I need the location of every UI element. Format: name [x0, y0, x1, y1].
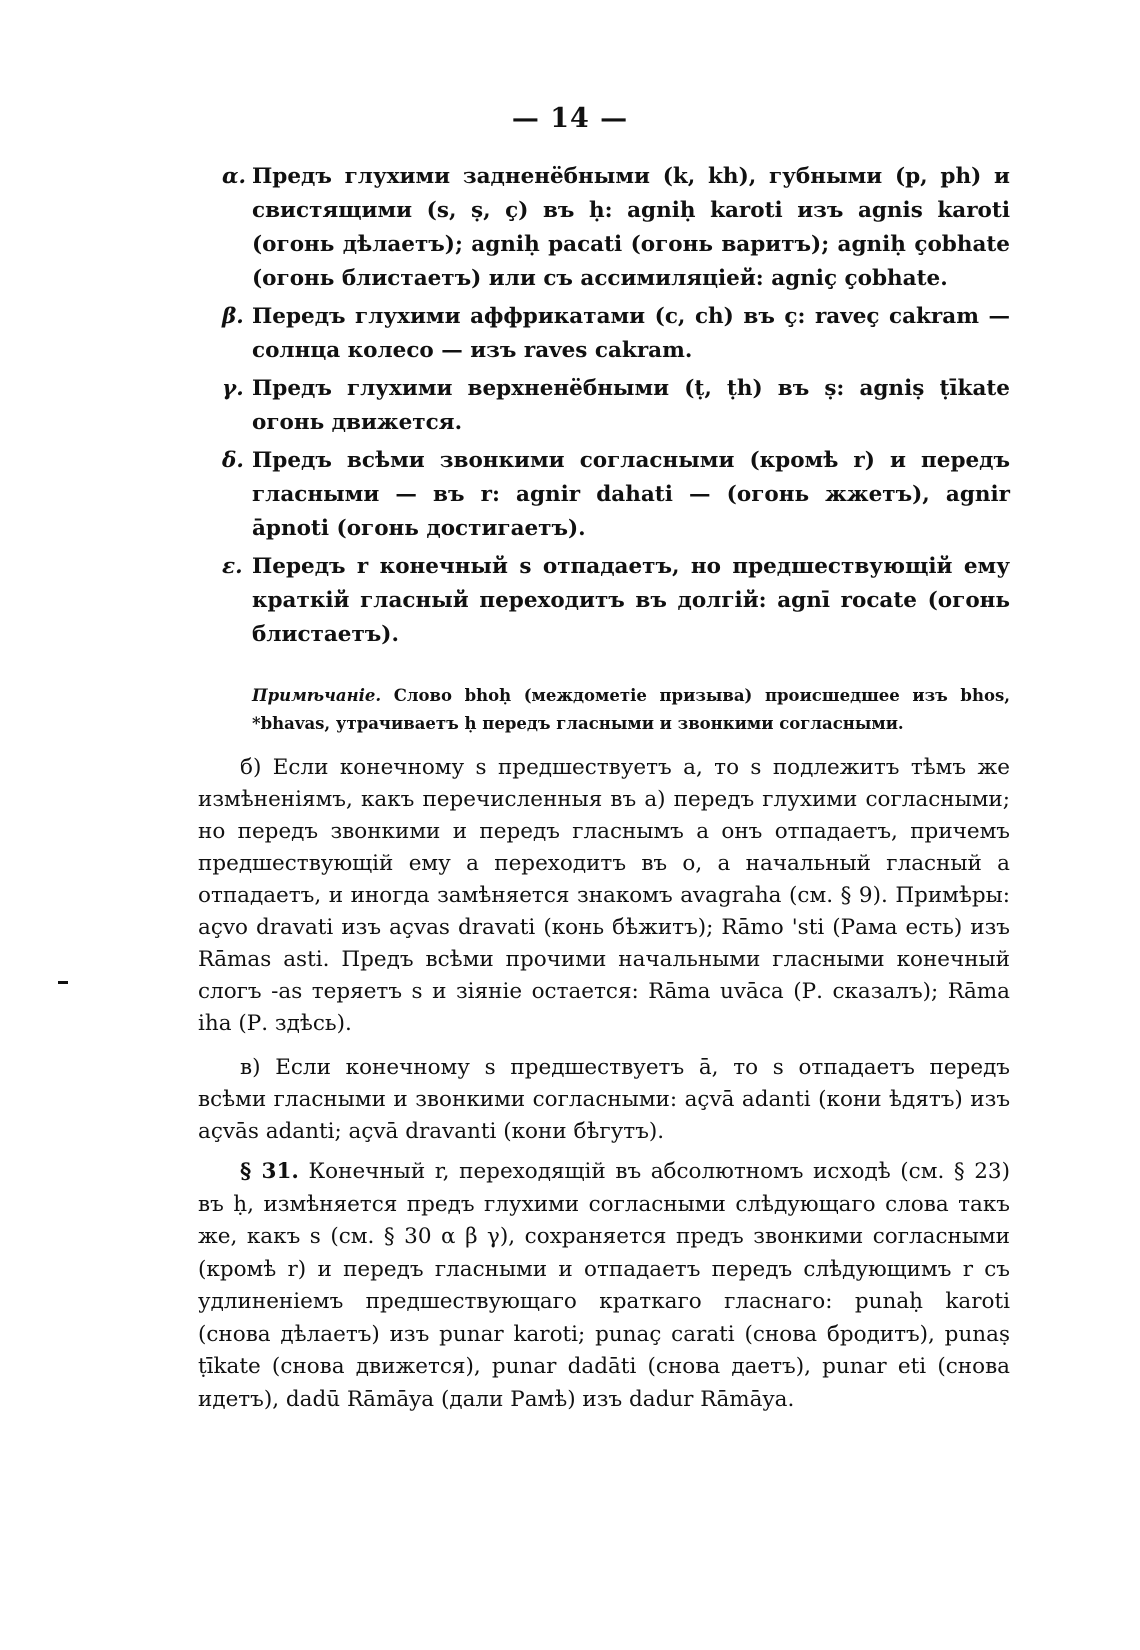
page-number: — 14 —	[511, 103, 629, 134]
subitem-marker: δ.	[222, 448, 244, 473]
subitem-epsilon	[222, 550, 1010, 652]
subitem-gamma	[222, 372, 1010, 440]
paragraph-b: б) Если конечному s предшествуетъ a, то s подлежитъ тѣмъ же измѣненіямъ, какъ перечисленныя въ а) передъ глухими согласными; но передъ звонкими и передъ гласнымъ a онъ отпадаетъ, причемъ предшествующій ему a переходитъ въ o, а начальный гласный a отпадаетъ, и иногда замѣняется знакомъ avagraha (см. § 9). Примѣры: açvo dravati изъ açvas dravati (конь бѣжитъ); Rāmo 'sti (Рама есть) изъ Rāmas asti. Предъ всѣми прочими начальными гласными конечный слогъ -as теряетъ s и зіяніе остается: Rāma uvāca (Р. сказалъ); Rāma iha (Р. здѣсь).	[198, 755, 1010, 1036]
paragraph-v: в) Если конечному s предшествуетъ ā, то s отпадаетъ передъ всѣми гласными и звонкими согласными: açvā adanti (кони ѣдятъ) изъ açvās adanti; açvā dravanti (кони бѣгутъ).	[198, 1055, 1010, 1144]
subitem-alpha	[222, 160, 1010, 296]
subitem-text: Предъ глухими верхненёбными (ṭ, ṭh) въ ṣ: agniṣ ṭīkate огонь движется.	[252, 376, 1010, 435]
section-31	[198, 1156, 1010, 1416]
subitem-marker: α.	[222, 164, 247, 189]
subitem-beta	[222, 300, 1010, 368]
subitem-marker: γ.	[222, 376, 244, 401]
note-text: Слово bhoḥ (междометіе призыва) происшедшее изъ bhos, *bhavas, утрачиваетъ ḥ передъ гласными и звонкими согласными.	[252, 686, 1011, 733]
subitem-text: Передъ глухими аффрикатами (c, ch) въ ç: raveç cakram — солнца колесо — изъ raves cakram.	[252, 304, 1010, 363]
subitem-list	[222, 160, 1010, 656]
subitem-text: Предъ всѣми звонкими согласными (кромѣ r) и передъ гласными — въ r: agnir dahati — (огонь жжетъ), agnir āpnoti (огонь достигаетъ).	[252, 448, 1010, 541]
subitem-delta	[222, 444, 1010, 546]
margin-mark	[58, 981, 68, 984]
subitem-text: Предъ глухими задненёбными (k, kh), губными (p, ph) и свистящими (s, ṣ, ç) въ ḥ: agniḥ karoti изъ agnis karoti (огонь дѣлаетъ); agniḥ pacati (огонь варитъ); agniḥ çobhate (огонь блистаетъ) или съ ассимиляціей: agniç çobhate.	[252, 164, 1010, 291]
subitem-text: Передъ r конечный s отпадаетъ, но предшествующій ему краткій гласный переходитъ въ долгій: agnī rocate (огонь блистаетъ).	[252, 554, 1010, 647]
subitem-marker: ε.	[222, 554, 243, 579]
section-31-label: § 31.	[240, 1159, 299, 1184]
section-31-text: Конечный r, переходящій въ абсолютномъ исходѣ (см. § 23) въ ḥ, измѣняется предъ глухими согласными слѣдующаго слова такъ же, какъ s (см. § 30 α β γ), сохраняется предъ звонкими согласными (кромѣ r) и передъ гласными и отпадаетъ передъ слѣдующимъ r съ удлиненіемъ предшествующаго краткаго гласнаго: punaḥ karoti (снова дѣлаетъ) изъ punar karoti; punaç carati (снова бродитъ), punaṣ ṭīkate (снова движется), punar dadāti (снова даетъ), punar eti (снова идетъ), dadū Rāmāya (дали Рамѣ) изъ dadur Rāmāya.	[198, 1159, 1010, 1412]
subitem-marker: β.	[222, 304, 244, 329]
note	[252, 682, 1010, 738]
note-label: Примѣчаніе.	[252, 686, 382, 705]
